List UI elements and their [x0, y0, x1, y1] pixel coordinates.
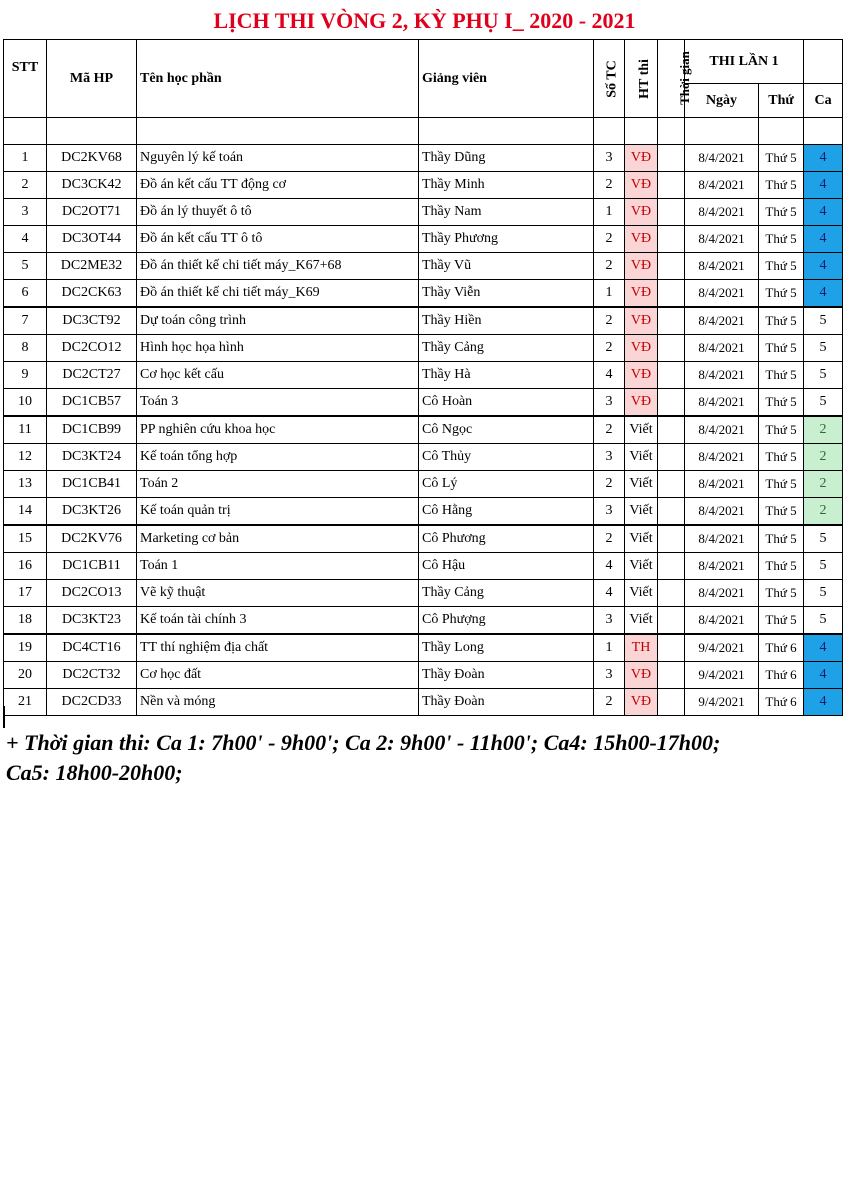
cell-stt: 11 — [4, 416, 47, 444]
table-row — [4, 172, 843, 199]
cell-thu: Thứ 5 — [759, 172, 804, 199]
cell-ht-thi: VĐ — [625, 335, 658, 362]
cell-thu: Thứ 5 — [759, 444, 804, 471]
cell-ten-hoc-phan: PP nghiên cứu khoa học — [137, 416, 419, 444]
cell-ht-thi: Viết — [625, 607, 658, 635]
cell-ngay: 8/4/2021 — [685, 416, 759, 444]
cell-ngay: 9/4/2021 — [685, 689, 759, 716]
cell-ten-hoc-phan: Đồ án thiết kế chi tiết máy_K67+68 — [137, 253, 419, 280]
cell-ma-hp: DC2CT32 — [47, 662, 137, 689]
cell-ht-thi: VĐ — [625, 362, 658, 389]
cell-so-tc: 4 — [594, 553, 625, 580]
cell-ca: 5 — [804, 525, 843, 553]
cell-ma-hp: DC2CO13 — [47, 580, 137, 607]
cell-thoi-gian — [658, 471, 685, 498]
cell-ca: 5 — [804, 362, 843, 389]
header-so-tc: Số TC — [594, 40, 625, 118]
table-body — [4, 145, 843, 716]
cell-ht-thi: VĐ — [625, 689, 658, 716]
cell-thoi-gian — [658, 553, 685, 580]
cell-stt: 12 — [4, 444, 47, 471]
cell-giang-vien: Cô Hằng — [419, 498, 594, 526]
cell-stt: 18 — [4, 607, 47, 635]
cell-ma-hp: DC2CT27 — [47, 362, 137, 389]
cell-thu: Thứ 5 — [759, 580, 804, 607]
cell-ma-hp: DC3KT23 — [47, 607, 137, 635]
cell-giang-vien: Thầy Cảng — [419, 580, 594, 607]
cell-ngay: 8/4/2021 — [685, 553, 759, 580]
cell-ngay: 8/4/2021 — [685, 498, 759, 526]
cell-ngay: 8/4/2021 — [685, 580, 759, 607]
cell-ngay: 8/4/2021 — [685, 525, 759, 553]
cell-giang-vien: Thầy Hiền — [419, 307, 594, 335]
cell-thoi-gian — [658, 634, 685, 662]
cell-thu: Thứ 5 — [759, 145, 804, 172]
cell-ht-thi: VĐ — [625, 307, 658, 335]
cell-stt: 13 — [4, 471, 47, 498]
cell-so-tc: 1 — [594, 199, 625, 226]
cell-ten-hoc-phan: Kế toán tài chính 3 — [137, 607, 419, 635]
cell-stt: 6 — [4, 280, 47, 308]
cell-ten-hoc-phan: Nền và móng — [137, 689, 419, 716]
table-row — [4, 199, 843, 226]
cell-ngay: 8/4/2021 — [685, 172, 759, 199]
cell-thoi-gian — [658, 280, 685, 308]
header-ca: Ca — [804, 84, 843, 118]
cell-so-tc: 4 — [594, 580, 625, 607]
cell-giang-vien: Thầy Phương — [419, 226, 594, 253]
cell-ma-hp: DC3KT26 — [47, 498, 137, 526]
table-row — [4, 498, 843, 526]
cell-ten-hoc-phan: Dự toán công trình — [137, 307, 419, 335]
cell-ca: 4 — [804, 145, 843, 172]
cell-ht-thi: VĐ — [625, 389, 658, 417]
header-blank-ca — [804, 40, 843, 84]
cell-giang-vien: Thầy Đoàn — [419, 662, 594, 689]
cell-ma-hp: DC2KV76 — [47, 525, 137, 553]
cell-stt: 17 — [4, 580, 47, 607]
cell-ngay: 8/4/2021 — [685, 471, 759, 498]
note-line-1: + Thời gian thi: Ca 1: 7h00' - 9h00'; Ca 2: 9h00' - 11h00'; Ca4: 15h00-17h00; — [6, 730, 721, 755]
cell-so-tc: 2 — [594, 335, 625, 362]
cell-ca: 5 — [804, 607, 843, 635]
cell-so-tc: 3 — [594, 444, 625, 471]
cell-ca: 2 — [804, 444, 843, 471]
cell-giang-vien: Thầy Nam — [419, 199, 594, 226]
cell-ngay: 8/4/2021 — [685, 280, 759, 308]
table-row — [4, 580, 843, 607]
cell-so-tc: 3 — [594, 389, 625, 417]
cell-ten-hoc-phan: Toán 2 — [137, 471, 419, 498]
table-row — [4, 226, 843, 253]
header-thi-lan-1: THI LẦN 1 — [685, 40, 804, 84]
cell-ca: 5 — [804, 389, 843, 417]
cell-ten-hoc-phan: TT thí nghiệm địa chất — [137, 634, 419, 662]
cell-stt: 2 — [4, 172, 47, 199]
cell-so-tc: 2 — [594, 307, 625, 335]
cell-ma-hp: DC2KV68 — [47, 145, 137, 172]
cell-ngay: 9/4/2021 — [685, 662, 759, 689]
cell-so-tc: 3 — [594, 145, 625, 172]
header-stt: STT — [4, 40, 47, 118]
table-row — [4, 280, 843, 308]
cell-ma-hp: DC2CD33 — [47, 689, 137, 716]
cell-ma-hp: DC2CO12 — [47, 335, 137, 362]
cell-stt: 3 — [4, 199, 47, 226]
cell-ten-hoc-phan: Toán 3 — [137, 389, 419, 417]
cell-stt: 5 — [4, 253, 47, 280]
cell-ngay: 8/4/2021 — [685, 444, 759, 471]
table-row — [4, 307, 843, 335]
cell-stt: 21 — [4, 689, 47, 716]
cell-stt: 4 — [4, 226, 47, 253]
cell-stt: 20 — [4, 662, 47, 689]
cell-stt: 8 — [4, 335, 47, 362]
cell-giang-vien: Cô Phương — [419, 525, 594, 553]
cell-ngay: 9/4/2021 — [685, 634, 759, 662]
cell-thoi-gian — [658, 416, 685, 444]
cell-ca: 4 — [804, 689, 843, 716]
cell-ten-hoc-phan: Marketing cơ bản — [137, 525, 419, 553]
cell-ca: 4 — [804, 662, 843, 689]
cell-so-tc: 1 — [594, 280, 625, 308]
cell-ma-hp: DC2ME32 — [47, 253, 137, 280]
page-title: LỊCH THI VÒNG 2, KỲ PHỤ I_ 2020 - 2021 — [213, 8, 636, 33]
cell-thoi-gian — [658, 362, 685, 389]
cell-ten-hoc-phan: Đồ án kết cấu TT động cơ — [137, 172, 419, 199]
cell-ngay: 8/4/2021 — [685, 145, 759, 172]
cell-giang-vien: Cô Hậu — [419, 553, 594, 580]
cell-giang-vien: Thầy Vũ — [419, 253, 594, 280]
cell-ma-hp: DC2OT71 — [47, 199, 137, 226]
cell-ca: 4 — [804, 634, 843, 662]
cell-thoi-gian — [658, 580, 685, 607]
cell-ma-hp: DC3OT44 — [47, 226, 137, 253]
cell-ca: 5 — [804, 580, 843, 607]
cell-giang-vien: Thầy Dũng — [419, 145, 594, 172]
cell-so-tc: 2 — [594, 416, 625, 444]
cell-so-tc: 2 — [594, 689, 625, 716]
cell-ht-thi: Viết — [625, 580, 658, 607]
cell-ngay: 8/4/2021 — [685, 199, 759, 226]
cell-thu: Thứ 5 — [759, 362, 804, 389]
cell-thu: Thứ 5 — [759, 199, 804, 226]
cell-ca: 4 — [804, 226, 843, 253]
table-row — [4, 689, 843, 716]
table-row — [4, 553, 843, 580]
cell-stt: 14 — [4, 498, 47, 526]
table-row — [4, 335, 843, 362]
cell-giang-vien: Cô Thủy — [419, 444, 594, 471]
cell-ma-hp: DC1CB57 — [47, 389, 137, 417]
cell-so-tc: 4 — [594, 362, 625, 389]
cell-ten-hoc-phan: Kế toán quản trị — [137, 498, 419, 526]
table-row — [4, 662, 843, 689]
cell-so-tc: 3 — [594, 607, 625, 635]
cell-ma-hp: DC2CK63 — [47, 280, 137, 308]
cell-thoi-gian — [658, 444, 685, 471]
cell-ht-thi: TH — [625, 634, 658, 662]
cell-ca: 2 — [804, 416, 843, 444]
cell-so-tc: 2 — [594, 525, 625, 553]
cell-so-tc: 2 — [594, 471, 625, 498]
cell-ca: 4 — [804, 280, 843, 308]
cell-thu: Thứ 5 — [759, 607, 804, 635]
cell-ca: 5 — [804, 335, 843, 362]
cell-ht-thi: Viết — [625, 553, 658, 580]
cell-giang-vien: Thầy Minh — [419, 172, 594, 199]
cell-thu: Thứ 5 — [759, 389, 804, 417]
cell-thu: Thứ 6 — [759, 634, 804, 662]
cell-stt: 10 — [4, 389, 47, 417]
cell-ngay: 8/4/2021 — [685, 389, 759, 417]
cell-thoi-gian — [658, 607, 685, 635]
table-row — [4, 444, 843, 471]
header-ten-hoc-phan: Tên học phần — [137, 40, 419, 118]
cell-ht-thi: VĐ — [625, 172, 658, 199]
table-row — [4, 471, 843, 498]
cell-ngay: 8/4/2021 — [685, 307, 759, 335]
cell-ht-thi: Viết — [625, 416, 658, 444]
header-thoi-gian: Thời gian — [658, 40, 685, 118]
cell-ma-hp: DC1CB11 — [47, 553, 137, 580]
cell-thu: Thứ 5 — [759, 471, 804, 498]
cell-thoi-gian — [658, 145, 685, 172]
cell-giang-vien: Thầy Đoàn — [419, 689, 594, 716]
cell-ngay: 8/4/2021 — [685, 253, 759, 280]
cell-so-tc: 3 — [594, 662, 625, 689]
cell-ca: 2 — [804, 498, 843, 526]
cell-thoi-gian — [658, 389, 685, 417]
exam-time-note — [6, 728, 846, 788]
header-ngay: Ngày — [685, 84, 759, 118]
cell-stt: 19 — [4, 634, 47, 662]
cell-ma-hp: DC3KT24 — [47, 444, 137, 471]
cell-ht-thi: VĐ — [625, 280, 658, 308]
cell-ten-hoc-phan: Kế toán tổng hợp — [137, 444, 419, 471]
cell-thoi-gian — [658, 525, 685, 553]
cell-ten-hoc-phan: Vẽ kỹ thuật — [137, 580, 419, 607]
cell-ma-hp: DC3CK42 — [47, 172, 137, 199]
cell-ca: 4 — [804, 253, 843, 280]
cell-giang-vien: Cô Ngọc — [419, 416, 594, 444]
note-line-2: Ca5: 18h00-20h00; — [6, 760, 183, 785]
cell-ca: 2 — [804, 471, 843, 498]
cell-ca: 4 — [804, 172, 843, 199]
table-row — [4, 634, 843, 662]
cell-thu: Thứ 6 — [759, 689, 804, 716]
header-ma-hp: Mã HP — [47, 40, 137, 118]
cell-stt: 15 — [4, 525, 47, 553]
table-row — [4, 362, 843, 389]
cell-ma-hp: DC3CT92 — [47, 307, 137, 335]
cell-ca: 5 — [804, 553, 843, 580]
cell-giang-vien: Cô Hoàn — [419, 389, 594, 417]
cell-so-tc: 2 — [594, 253, 625, 280]
cell-ht-thi: Viết — [625, 525, 658, 553]
cell-thu: Thứ 5 — [759, 498, 804, 526]
cell-thu: Thứ 6 — [759, 662, 804, 689]
table-edge-mark — [3, 706, 5, 728]
cell-ma-hp: DC4CT16 — [47, 634, 137, 662]
cell-stt: 7 — [4, 307, 47, 335]
header-giang-vien: Giảng viên — [419, 40, 594, 118]
cell-so-tc: 2 — [594, 226, 625, 253]
cell-so-tc: 1 — [594, 634, 625, 662]
cell-stt: 16 — [4, 553, 47, 580]
header-ht-thi: HT thi — [625, 40, 658, 118]
cell-thoi-gian — [658, 498, 685, 526]
cell-ht-thi: VĐ — [625, 199, 658, 226]
cell-thu: Thứ 5 — [759, 307, 804, 335]
cell-thu: Thứ 5 — [759, 553, 804, 580]
exam-schedule-table — [3, 39, 843, 716]
table-row — [4, 145, 843, 172]
cell-ten-hoc-phan: Cơ học kết cấu — [137, 362, 419, 389]
cell-ngay: 8/4/2021 — [685, 362, 759, 389]
cell-ten-hoc-phan: Toán 1 — [137, 553, 419, 580]
cell-giang-vien: Cô Phượng — [419, 607, 594, 635]
cell-ht-thi: VĐ — [625, 145, 658, 172]
cell-ma-hp: DC1CB41 — [47, 471, 137, 498]
cell-ht-thi: VĐ — [625, 662, 658, 689]
cell-ten-hoc-phan: Đồ án thiết kế chi tiết máy_K69 — [137, 280, 419, 308]
cell-thoi-gian — [658, 307, 685, 335]
header-thu: Thứ — [759, 84, 804, 118]
table-row — [4, 525, 843, 553]
cell-stt: 1 — [4, 145, 47, 172]
cell-thu: Thứ 5 — [759, 280, 804, 308]
cell-ngay: 8/4/2021 — [685, 335, 759, 362]
cell-ht-thi: Viết — [625, 498, 658, 526]
cell-thu: Thứ 5 — [759, 253, 804, 280]
cell-thoi-gian — [658, 172, 685, 199]
cell-stt: 9 — [4, 362, 47, 389]
cell-thoi-gian — [658, 335, 685, 362]
cell-ca: 4 — [804, 199, 843, 226]
cell-giang-vien: Cô Lý — [419, 471, 594, 498]
cell-ten-hoc-phan: Nguyên lý kế toán — [137, 145, 419, 172]
cell-giang-vien: Thầy Long — [419, 634, 594, 662]
cell-thoi-gian — [658, 253, 685, 280]
cell-giang-vien: Thầy Hà — [419, 362, 594, 389]
cell-thu: Thứ 5 — [759, 416, 804, 444]
cell-ten-hoc-phan: Hình học họa hình — [137, 335, 419, 362]
cell-thoi-gian — [658, 226, 685, 253]
cell-ht-thi: VĐ — [625, 226, 658, 253]
table-row — [4, 416, 843, 444]
cell-ten-hoc-phan: Cơ học đất — [137, 662, 419, 689]
cell-ngay: 8/4/2021 — [685, 607, 759, 635]
cell-thu: Thứ 5 — [759, 525, 804, 553]
table-row — [4, 607, 843, 635]
cell-thu: Thứ 5 — [759, 335, 804, 362]
cell-thoi-gian — [658, 662, 685, 689]
cell-ht-thi: Viết — [625, 471, 658, 498]
cell-so-tc: 2 — [594, 172, 625, 199]
table-row — [4, 253, 843, 280]
cell-ht-thi: Viết — [625, 444, 658, 471]
cell-giang-vien: Thầy Cảng — [419, 335, 594, 362]
cell-ten-hoc-phan: Đồ án lý thuyết ô tô — [137, 199, 419, 226]
cell-ngay: 8/4/2021 — [685, 226, 759, 253]
cell-ma-hp: DC1CB99 — [47, 416, 137, 444]
cell-thoi-gian — [658, 199, 685, 226]
cell-thoi-gian — [658, 689, 685, 716]
cell-ten-hoc-phan: Đồ án kết cấu TT ô tô — [137, 226, 419, 253]
cell-ht-thi: VĐ — [625, 253, 658, 280]
cell-giang-vien: Thầy Viễn — [419, 280, 594, 308]
cell-thu: Thứ 5 — [759, 226, 804, 253]
cell-ca: 5 — [804, 307, 843, 335]
cell-so-tc: 3 — [594, 498, 625, 526]
table-row — [4, 389, 843, 417]
